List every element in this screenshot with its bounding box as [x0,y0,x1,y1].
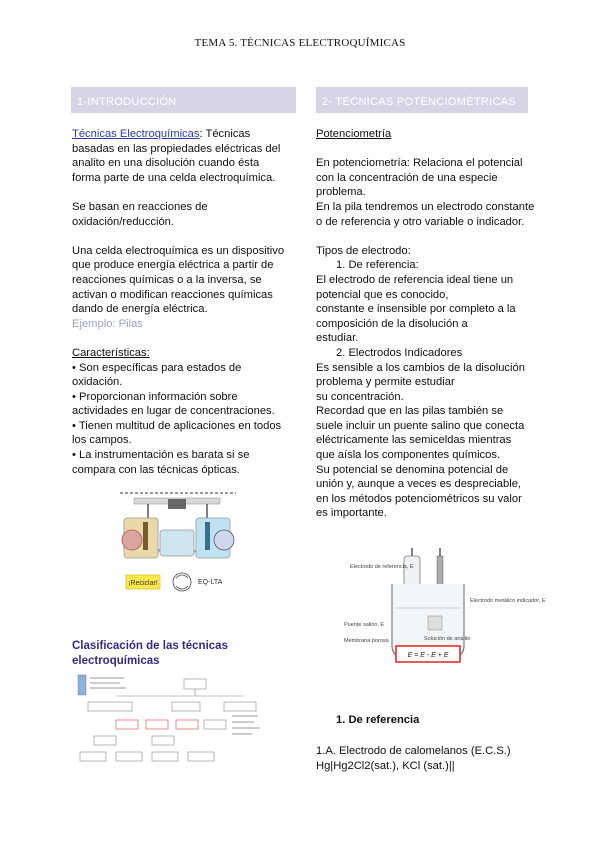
indicator-line: Es sensible a los cambios de la disolución [316,361,525,374]
electrode-type-item: 2. Electrodos Indicadores [336,346,463,359]
calomel-notation: Hg|Hg2Cl2(sat.), KCl (sat.)|| [316,760,455,772]
brand-label: EQ-LTA [198,579,223,586]
section-banner-potenciometricas: 2- TÉCNICAS POTENCIOMÉTRICAS [316,87,528,113]
indicator-line: su concentración. [316,390,404,403]
indicator-line: Su potencial se denomina potencial de [316,463,509,476]
feature-item: • Proporcionan información sobre actividades en lugar de concentraciones. [72,390,275,418]
section-title-potenciometria: Potenciometría [316,128,392,140]
indicator-electrode-label: Electrodo metálico indicador, E [470,598,546,604]
classification-title: Clasificación de las técnicas electroquímicas [72,640,228,667]
reference-line: composición de la disolución a [316,317,468,330]
indicator-line: es importante. [316,507,387,520]
indicator-line: unión y, aunque a veces es despreciable, [316,478,522,491]
reference-line: El electrodo de referencia ideal tiene un [316,273,514,286]
electrode-types-title: Tipos de electrodo: [316,244,411,257]
feature-item: • Son específicas para estados de oxidación. [72,361,242,389]
right-column [316,127,536,521]
reference-line: estudiar. [316,332,359,345]
indicator-line: Recordad que en las pilas también se [316,405,504,418]
electrode-type-item: 1. De referencia: [336,259,419,272]
subheading-de-referencia: 1. De referencia [336,714,420,726]
page-title: TEMA 5. TÉCNICAS ELECTROQUÍMICAS [194,37,406,49]
indicator-line: eléctricamente las semiceldas mientras [316,434,512,447]
reference-line: constante e insensible por completo a la [316,303,516,316]
section-banner-introduccion: 1-INTRODUCCIÓN [71,87,296,113]
potentiometric-cell-figure [338,546,546,668]
indicator-line: que aísla los componentes químicos. [316,449,501,462]
analyte-solution-label: Solución de analito [424,636,471,642]
membrane-label: Membrana porosa [344,638,389,644]
recycle-label-box [126,575,160,589]
reference-line: potencial que es conocido, [316,288,449,301]
indicator-line: problema y permite estudiar [316,376,455,389]
cell-definition-paragraph: Una celda electroquímica es un dispositivo que produce energía eléctrica a partir de reacciones químicas o a la inversa, se activan o modifican reacciones químicas dando de energía eléctrica. [72,244,285,316]
calomel-electrode-title: 1.A. Electrodo de calomelanos (E.C.S.) [316,745,511,757]
classification-diagram [76,672,268,766]
reference-electrode-label: Electrodo de referencia, E [350,564,414,570]
intro-text: : Técnicas basadas en las propiedades eléctricas del analito en una disolución cuando ésta forma parte de una celda electroquímica. [72,128,281,184]
features-title: Características: [72,346,150,359]
pila-figure [112,488,242,600]
left-column [72,127,287,477]
recycle-label: ¡Reciclar! [128,580,158,587]
example-text: Ejemplo: Pilas [72,317,143,330]
redox-paragraph: Se basan en reacciones de oxidación/reducción. [72,200,208,228]
potentiometry-paragraph: En potenciometría: Relaciona el potencial con la concentración de una especie problema. [316,157,523,199]
electrodes-paragraph: En la pila tendremos un electrodo constante o de referencia y otro variable o indicador. [316,200,535,228]
indicator-line: en los métodos potenciométricos su valor [316,492,522,505]
intro-term-link[interactable]: Técnicas Electroquímicas [72,128,200,140]
indicator-line: suele incluir un puente salino que conecta [316,419,525,432]
cell-equation: E = E - E + E [407,652,449,659]
intro-paragraph [72,127,287,185]
feature-item: • La instrumentación es barata si se compara con las técnicas ópticas. [72,449,250,476]
feature-item: • Tienen multitud de aplicaciones en todos los campos. [72,419,282,447]
salt-bridge-label: Puente salino, E [344,622,385,628]
